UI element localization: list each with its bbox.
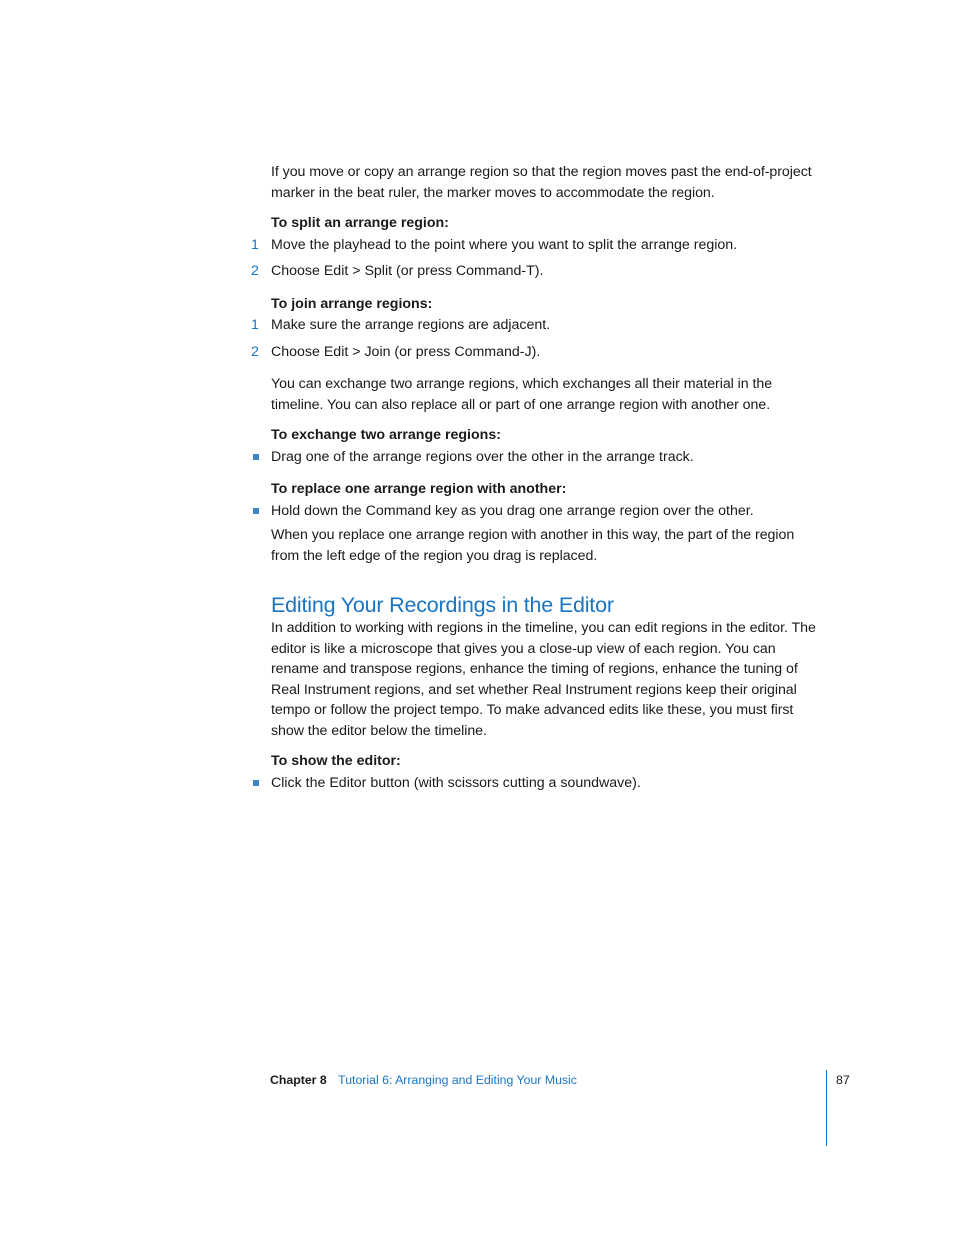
exchange-intro-paragraph: You can exchange two arrange regions, which exchanges all their material in the timeline. You can also replace all or part of one arrange region with another one.	[271, 376, 773, 413]
bullet-item	[271, 501, 816, 522]
step-text: Choose Edit > Join (or press Command-J).	[271, 343, 541, 360]
join-procedure	[251, 294, 816, 363]
show-editor-procedure-title: To show the editor:	[271, 753, 401, 769]
page-body	[251, 162, 816, 805]
editor-section	[271, 592, 816, 793]
chapter-label: Chapter 8	[270, 1073, 327, 1087]
step-item	[251, 315, 816, 336]
bullet-text: Hold down the Command key as you drag one arrange region over the other.	[271, 502, 754, 519]
split-procedure-title: To split an arrange region:	[271, 215, 449, 231]
square-bullet-icon	[253, 780, 259, 786]
square-bullet-icon	[253, 454, 259, 460]
intro-paragraph: If you move or copy an arrange region so that the region moves past the end-of-project marker in the beat ruler, the marker moves to accommodate the region.	[271, 164, 812, 201]
editor-paragraph: In addition to working with regions in the timeline, you can edit regions in the editor. The editor is like a microscope that gives you a close-up view of each region. You can rename and transpose regions, enhance the timing of regions, enhance the tuning of Real Instrument regions, and set whether Real Instrument regions keep their original tempo or follow the project tempo. To make advanced edits like these, you must first show the editor below the timeline.	[271, 620, 816, 739]
step-item	[251, 342, 816, 363]
page-footer	[270, 1072, 577, 1088]
split-procedure	[251, 213, 816, 282]
bullet-item	[271, 773, 816, 794]
step-item	[251, 261, 816, 282]
replace-note-paragraph: When you replace one arrange region with another in this way, the part of the region from the left edge of the region you drag is replaced.	[271, 527, 795, 564]
section-heading: Editing Your Recordings in the Editor	[271, 593, 614, 617]
page-number: 87	[836, 1073, 850, 1087]
step-item	[251, 235, 816, 256]
step-number: 1	[251, 317, 259, 333]
footer-divider	[826, 1070, 827, 1146]
step-number: 2	[251, 263, 259, 279]
join-procedure-title: To join arrange regions:	[271, 295, 433, 312]
step-text: Make sure the arrange regions are adjacent.	[271, 317, 551, 333]
step-text: Choose Edit > Split (or press Command-T).	[271, 263, 544, 279]
step-number: 1	[251, 236, 259, 253]
replace-bullet-list	[271, 501, 816, 522]
split-steps-list	[251, 235, 816, 282]
square-bullet-icon	[253, 508, 259, 514]
replace-procedure	[271, 479, 816, 566]
bullet-item	[271, 447, 816, 468]
step-text: Move the playhead to the point where you want to split the arrange region.	[271, 236, 738, 253]
bullet-text: Click the Editor button (with scissors cutting a soundwave).	[271, 774, 641, 791]
exchange-bullet-list	[271, 447, 816, 468]
show-editor-bullet-list	[271, 773, 816, 794]
join-steps-list	[251, 315, 816, 362]
step-number: 2	[251, 343, 259, 360]
bullet-text: Drag one of the arrange regions over the other in the arrange track.	[271, 448, 694, 465]
exchange-procedure-title: To exchange two arrange regions:	[271, 427, 501, 443]
chapter-title: Tutorial 6: Arranging and Editing Your Music	[338, 1073, 577, 1087]
exchange-procedure	[271, 425, 816, 467]
replace-procedure-title: To replace one arrange region with another:	[271, 481, 567, 497]
